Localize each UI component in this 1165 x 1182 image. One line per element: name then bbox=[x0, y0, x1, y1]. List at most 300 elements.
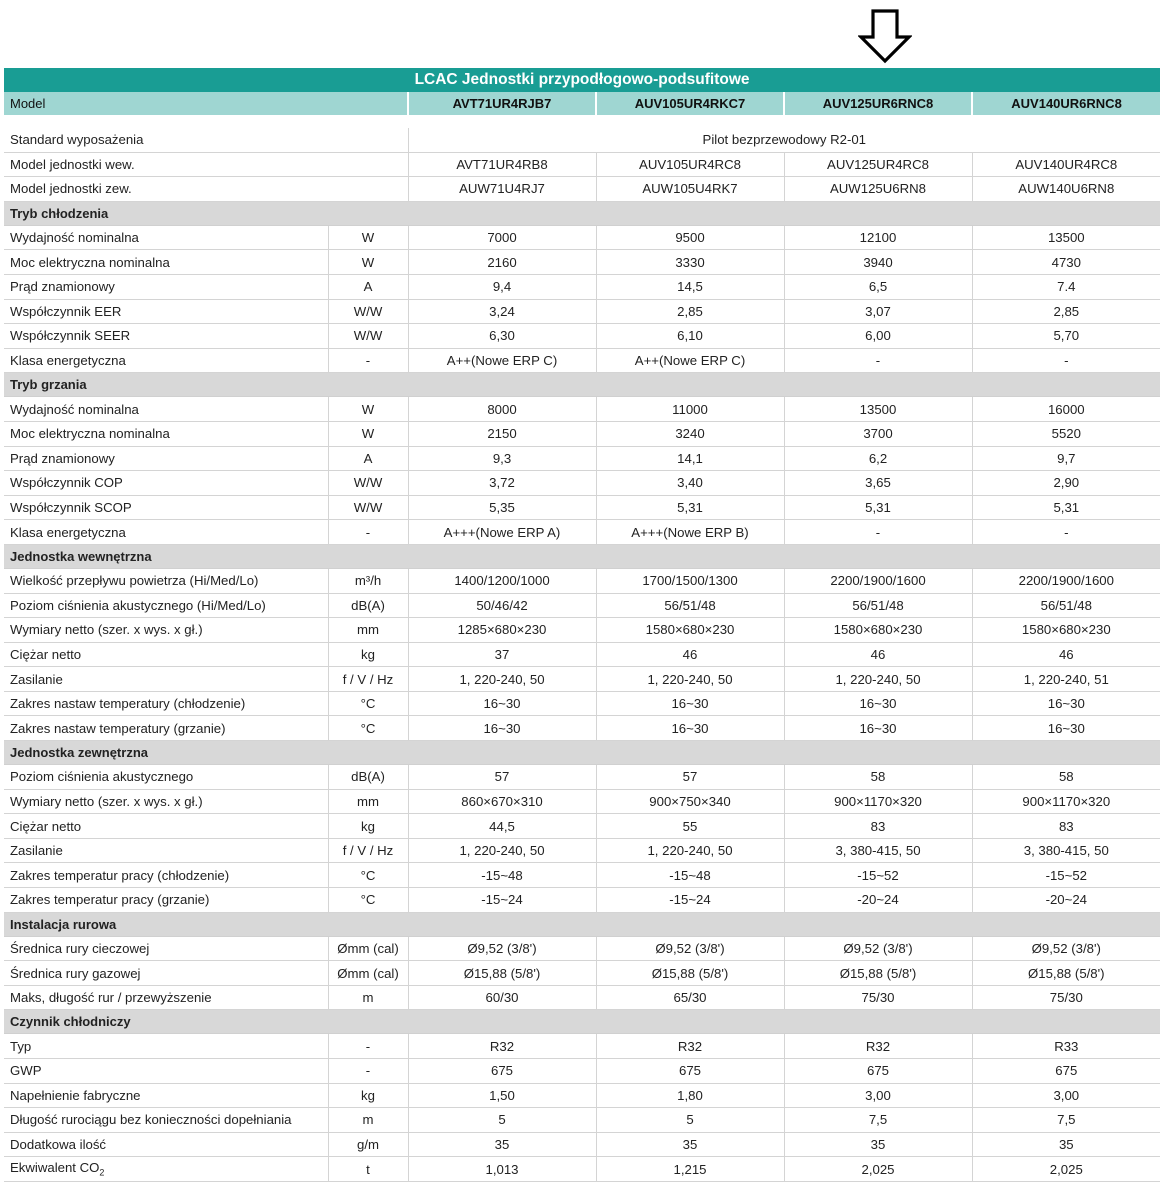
table-row bbox=[4, 593, 1160, 618]
row-label-text: Wymiary netto (szer. x wys. x gł.) bbox=[10, 793, 203, 809]
row-value: Ø15,88 (5/8') bbox=[408, 961, 596, 986]
row-value: R32 bbox=[408, 1034, 596, 1059]
row-value: 6,10 bbox=[596, 324, 784, 349]
row-label-text: Wydajność nominalna bbox=[10, 401, 139, 417]
row-value: 3940 bbox=[784, 250, 972, 275]
row-value: 2,85 bbox=[596, 299, 784, 324]
row-value: 56/51/48 bbox=[596, 593, 784, 618]
row-unit: W bbox=[328, 421, 408, 446]
row-value: 1, 220-240, 50 bbox=[784, 667, 972, 692]
spacer-row bbox=[4, 115, 1160, 128]
row-label bbox=[4, 397, 328, 422]
row-value: 1700/1500/1300 bbox=[596, 568, 784, 593]
row-label bbox=[4, 691, 328, 716]
row-value: -15~24 bbox=[408, 888, 596, 913]
row-value: 1, 220-240, 50 bbox=[596, 838, 784, 863]
section-header-row bbox=[4, 544, 1160, 568]
row-label-text: Maks, długość rur / przewyższenie bbox=[10, 990, 212, 1006]
table-row bbox=[4, 495, 1160, 520]
table-row bbox=[4, 838, 1160, 863]
row-label: Model jednostki wew. bbox=[4, 152, 408, 177]
row-label-text: Napełnienie fabryczne bbox=[10, 1087, 141, 1103]
section-title: Tryb grzania bbox=[4, 373, 1160, 397]
row-value: 58 bbox=[972, 765, 1160, 790]
row-value: 1580×680×230 bbox=[784, 618, 972, 643]
row-label-text: GWP bbox=[10, 1063, 42, 1079]
row-unit: °C bbox=[328, 888, 408, 913]
row-value: 900×750×340 bbox=[596, 789, 784, 814]
row-label bbox=[4, 838, 328, 863]
table-row bbox=[4, 814, 1160, 839]
row-label-text: Wymiary netto (szer. x wys. x gł.) bbox=[10, 622, 203, 638]
row-unit: Ømm (cal) bbox=[328, 961, 408, 986]
row-value: 14,1 bbox=[596, 446, 784, 471]
table-row bbox=[4, 1108, 1160, 1133]
row-value: Ø9,52 (3/8') bbox=[408, 936, 596, 961]
row-value: 1285×680×230 bbox=[408, 618, 596, 643]
table-row bbox=[4, 1034, 1160, 1059]
row-value: Ø9,52 (3/8') bbox=[784, 936, 972, 961]
row-value: 2150 bbox=[408, 421, 596, 446]
row-label bbox=[4, 765, 328, 790]
row-value: AUV140UR4RC8 bbox=[972, 152, 1160, 177]
row-label-text: Ekwiwalent CO bbox=[10, 1160, 100, 1176]
row-unit: W bbox=[328, 397, 408, 422]
row-value: 2200/1900/1600 bbox=[972, 568, 1160, 593]
row-value: 60/30 bbox=[408, 985, 596, 1010]
table-row bbox=[4, 225, 1160, 250]
row-label bbox=[4, 888, 328, 913]
row-value: 9,3 bbox=[408, 446, 596, 471]
row-value: -15~52 bbox=[784, 863, 972, 888]
row-label-text: Klasa energetyczna bbox=[10, 353, 126, 369]
row-value: R32 bbox=[596, 1034, 784, 1059]
table-row bbox=[4, 152, 1160, 177]
row-label-text: Współczynnik SCOP bbox=[10, 500, 132, 516]
row-value: 3,65 bbox=[784, 471, 972, 496]
row-label-text: Średnica rury gazowej bbox=[10, 965, 141, 981]
section-header-row bbox=[4, 201, 1160, 225]
row-label-text: Typ bbox=[10, 1038, 32, 1054]
row-value: 13500 bbox=[972, 225, 1160, 250]
row-unit: W/W bbox=[328, 495, 408, 520]
table-title: LCAC Jednostki przypodłogowo-podsufitowe bbox=[4, 68, 1160, 92]
row-value: 37 bbox=[408, 642, 596, 667]
row-value: Ø15,88 (5/8') bbox=[596, 961, 784, 986]
row-value: 16000 bbox=[972, 397, 1160, 422]
row-unit: m³/h bbox=[328, 568, 408, 593]
row-value: 5,31 bbox=[972, 495, 1160, 520]
row-unit: mm bbox=[328, 618, 408, 643]
row-value: 9,7 bbox=[972, 446, 1160, 471]
row-label-text: Długość rurociągu bez konieczności dopełniania bbox=[10, 1112, 292, 1128]
table-row bbox=[4, 691, 1160, 716]
row-label-text: Wielkość przepływu powietrza (Hi/Med/Lo) bbox=[10, 573, 259, 589]
row-label bbox=[4, 225, 328, 250]
row-label bbox=[4, 299, 328, 324]
row-label-text: Zakres nastaw temperatury (chłodzenie) bbox=[10, 696, 246, 712]
row-value: 3, 380-415, 50 bbox=[784, 838, 972, 863]
row-value: 83 bbox=[784, 814, 972, 839]
row-value: 5520 bbox=[972, 421, 1160, 446]
row-label bbox=[4, 348, 328, 373]
row-label bbox=[4, 446, 328, 471]
table-row bbox=[4, 1059, 1160, 1084]
row-value: 1, 220-240, 50 bbox=[408, 667, 596, 692]
row-value: 56/51/48 bbox=[784, 593, 972, 618]
table-row bbox=[4, 936, 1160, 961]
row-value: 1, 220-240, 51 bbox=[972, 667, 1160, 692]
row-value: A+++(Nowe ERP B) bbox=[596, 520, 784, 545]
table-row bbox=[4, 324, 1160, 349]
row-value: 860×670×310 bbox=[408, 789, 596, 814]
table-row bbox=[4, 299, 1160, 324]
model-header-cell: AUV125UR6RNC8 bbox=[784, 92, 972, 115]
row-value: 1,80 bbox=[596, 1083, 784, 1108]
row-value: 35 bbox=[596, 1132, 784, 1157]
row-value: 5,31 bbox=[596, 495, 784, 520]
row-value: 3,72 bbox=[408, 471, 596, 496]
row-value: 2200/1900/1600 bbox=[784, 568, 972, 593]
row-unit: kg bbox=[328, 642, 408, 667]
row-label-text: Ciężar netto bbox=[10, 818, 82, 834]
table-row bbox=[4, 250, 1160, 275]
row-label-text: Moc elektryczna nominalna bbox=[10, 254, 170, 270]
row-value: 6,2 bbox=[784, 446, 972, 471]
row-unit: - bbox=[328, 348, 408, 373]
row-value: 50/46/42 bbox=[408, 593, 596, 618]
row-value: 675 bbox=[784, 1059, 972, 1084]
row-label-text: Ciężar netto bbox=[10, 646, 82, 662]
row-unit: W/W bbox=[328, 299, 408, 324]
row-value: -20~24 bbox=[972, 888, 1160, 913]
row-label bbox=[4, 568, 328, 593]
row-value: AUV105UR4RC8 bbox=[596, 152, 784, 177]
row-label bbox=[4, 642, 328, 667]
row-unit: W bbox=[328, 225, 408, 250]
model-header-cell: AVT71UR4RJB7 bbox=[408, 92, 596, 115]
row-value: 58 bbox=[784, 765, 972, 790]
row-label-text: Poziom ciśnienia akustycznego (Hi/Med/Lo) bbox=[10, 597, 266, 613]
row-value: AUW71U4RJ7 bbox=[408, 177, 596, 202]
table-row bbox=[4, 520, 1160, 545]
row-value: 12100 bbox=[784, 225, 972, 250]
section-title: Jednostka wewnętrzna bbox=[4, 544, 1160, 568]
row-value: 56/51/48 bbox=[972, 593, 1160, 618]
row-value: 16~30 bbox=[408, 716, 596, 741]
row-value: - bbox=[972, 520, 1160, 545]
row-value: A++(Nowe ERP C) bbox=[408, 348, 596, 373]
row-value: AVT71UR4RB8 bbox=[408, 152, 596, 177]
spec-table bbox=[4, 68, 1160, 1182]
table-row bbox=[4, 765, 1160, 790]
row-value: -15~48 bbox=[408, 863, 596, 888]
model-header-cell: AUV140UR6RNC8 bbox=[972, 92, 1160, 115]
table-row bbox=[4, 568, 1160, 593]
row-label bbox=[4, 1108, 328, 1133]
row-value: 2,025 bbox=[784, 1157, 972, 1182]
row-value: 1400/1200/1000 bbox=[408, 568, 596, 593]
row-value: 1,215 bbox=[596, 1157, 784, 1182]
row-value: A+++(Nowe ERP A) bbox=[408, 520, 596, 545]
row-label bbox=[4, 618, 328, 643]
row-value: Ø15,88 (5/8') bbox=[784, 961, 972, 986]
row-unit: m bbox=[328, 985, 408, 1010]
row-value: 7000 bbox=[408, 225, 596, 250]
row-value: 3, 380-415, 50 bbox=[972, 838, 1160, 863]
row-unit: A bbox=[328, 446, 408, 471]
row-label: Standard wyposażenia bbox=[4, 128, 408, 152]
row-value: 7.4 bbox=[972, 274, 1160, 299]
row-label bbox=[4, 814, 328, 839]
row-label bbox=[4, 274, 328, 299]
row-value: 6,30 bbox=[408, 324, 596, 349]
row-unit: W/W bbox=[328, 324, 408, 349]
row-value: R32 bbox=[784, 1034, 972, 1059]
row-value: 6,5 bbox=[784, 274, 972, 299]
table-row bbox=[4, 397, 1160, 422]
row-value: 75/30 bbox=[972, 985, 1160, 1010]
row-unit: g/m bbox=[328, 1132, 408, 1157]
row-label bbox=[4, 421, 328, 446]
row-value: 46 bbox=[784, 642, 972, 667]
row-value: 3240 bbox=[596, 421, 784, 446]
row-value: 5,70 bbox=[972, 324, 1160, 349]
row-value: 16~30 bbox=[596, 691, 784, 716]
table-row bbox=[4, 1132, 1160, 1157]
row-value: 3330 bbox=[596, 250, 784, 275]
row-value: AUW105U4RK7 bbox=[596, 177, 784, 202]
row-value: 5,31 bbox=[784, 495, 972, 520]
row-value: Pilot bezprzewodowy R2-01 bbox=[408, 128, 1160, 152]
row-unit: dB(A) bbox=[328, 765, 408, 790]
row-value: 1, 220-240, 50 bbox=[408, 838, 596, 863]
row-label-text: Poziom ciśnienia akustycznego bbox=[10, 769, 194, 785]
row-label bbox=[4, 593, 328, 618]
row-value: 5 bbox=[596, 1108, 784, 1133]
row-unit: kg bbox=[328, 1083, 408, 1108]
table-row bbox=[4, 716, 1160, 741]
row-value: - bbox=[784, 520, 972, 545]
row-value: 9,4 bbox=[408, 274, 596, 299]
row-label-text: Prąd znamionowy bbox=[10, 450, 115, 466]
table-row bbox=[4, 985, 1160, 1010]
row-label bbox=[4, 520, 328, 545]
row-value: 16~30 bbox=[972, 716, 1160, 741]
section-header-row bbox=[4, 1010, 1160, 1034]
row-value: A++(Nowe ERP C) bbox=[596, 348, 784, 373]
row-value: 3,00 bbox=[972, 1083, 1160, 1108]
row-value: 3700 bbox=[784, 421, 972, 446]
row-value: 1, 220-240, 50 bbox=[596, 667, 784, 692]
row-label bbox=[4, 495, 328, 520]
row-label bbox=[4, 1157, 328, 1182]
row-value: 57 bbox=[596, 765, 784, 790]
row-value: 16~30 bbox=[972, 691, 1160, 716]
row-label bbox=[4, 716, 328, 741]
row-value: 16~30 bbox=[784, 691, 972, 716]
row-value: 57 bbox=[408, 765, 596, 790]
row-value: 7,5 bbox=[972, 1108, 1160, 1133]
row-unit: W bbox=[328, 250, 408, 275]
table-row bbox=[4, 128, 1160, 152]
row-unit: t bbox=[328, 1157, 408, 1182]
row-label bbox=[4, 1059, 328, 1084]
row-unit: °C bbox=[328, 716, 408, 741]
table-row bbox=[4, 961, 1160, 986]
row-value: 35 bbox=[408, 1132, 596, 1157]
row-value: 55 bbox=[596, 814, 784, 839]
row-label bbox=[4, 324, 328, 349]
row-label-text: Zakres temperatur pracy (grzanie) bbox=[10, 892, 210, 908]
row-value: 35 bbox=[972, 1132, 1160, 1157]
row-value: 16~30 bbox=[408, 691, 596, 716]
row-unit: m bbox=[328, 1108, 408, 1133]
row-label bbox=[4, 250, 328, 275]
row-label-text: Moc elektryczna nominalna bbox=[10, 426, 170, 442]
row-value: 3,00 bbox=[784, 1083, 972, 1108]
row-unit: - bbox=[328, 1034, 408, 1059]
table-row bbox=[4, 888, 1160, 913]
row-value: 13500 bbox=[784, 397, 972, 422]
row-label bbox=[4, 1034, 328, 1059]
row-value: Ø15,88 (5/8') bbox=[972, 961, 1160, 986]
row-value: 5,35 bbox=[408, 495, 596, 520]
row-value: -15~48 bbox=[596, 863, 784, 888]
row-label-text: Zasilanie bbox=[10, 843, 63, 859]
row-value: 44,5 bbox=[408, 814, 596, 839]
row-value: -20~24 bbox=[784, 888, 972, 913]
row-value: -15~24 bbox=[596, 888, 784, 913]
row-value: 3,40 bbox=[596, 471, 784, 496]
row-label bbox=[4, 961, 328, 986]
row-value: 11000 bbox=[596, 397, 784, 422]
table-row bbox=[4, 471, 1160, 496]
section-title: Czynnik chłodniczy bbox=[4, 1010, 1160, 1034]
table-row bbox=[4, 421, 1160, 446]
row-value: 1,013 bbox=[408, 1157, 596, 1182]
model-header-row bbox=[4, 92, 1160, 115]
row-unit: A bbox=[328, 274, 408, 299]
section-title: Tryb chłodzenia bbox=[4, 201, 1160, 225]
row-value: 2,90 bbox=[972, 471, 1160, 496]
row-unit: mm bbox=[328, 789, 408, 814]
row-label bbox=[4, 1132, 328, 1157]
row-value: AUW125U6RN8 bbox=[784, 177, 972, 202]
row-label: Model jednostki zew. bbox=[4, 177, 408, 202]
table-row bbox=[4, 446, 1160, 471]
row-value: 14,5 bbox=[596, 274, 784, 299]
row-label-text: Prąd znamionowy bbox=[10, 279, 115, 295]
table-row bbox=[4, 642, 1160, 667]
row-value: - bbox=[972, 348, 1160, 373]
section-header-row bbox=[4, 912, 1160, 936]
table-row bbox=[4, 274, 1160, 299]
row-value: 65/30 bbox=[596, 985, 784, 1010]
row-label bbox=[4, 985, 328, 1010]
row-value: 16~30 bbox=[784, 716, 972, 741]
row-value: 1,50 bbox=[408, 1083, 596, 1108]
row-value: 3,07 bbox=[784, 299, 972, 324]
row-label-text: Średnica rury cieczowej bbox=[10, 940, 150, 956]
row-label-text: Zakres temperatur pracy (chłodzenie) bbox=[10, 867, 230, 883]
row-label-text: Dodatkowa ilość bbox=[10, 1137, 107, 1153]
row-value: 46 bbox=[972, 642, 1160, 667]
row-label-text: Klasa energetyczna bbox=[10, 524, 126, 540]
row-unit: W/W bbox=[328, 471, 408, 496]
row-label-text: Zasilanie bbox=[10, 671, 63, 687]
row-value: 5 bbox=[408, 1108, 596, 1133]
row-label-text: Współczynnik SEER bbox=[10, 328, 131, 344]
row-value: 4730 bbox=[972, 250, 1160, 275]
row-label bbox=[4, 471, 328, 496]
table-row bbox=[4, 863, 1160, 888]
row-value: AUV125UR4RC8 bbox=[784, 152, 972, 177]
table-row bbox=[4, 1083, 1160, 1108]
section-header-row bbox=[4, 741, 1160, 765]
row-value: 8000 bbox=[408, 397, 596, 422]
row-value: 1580×680×230 bbox=[972, 618, 1160, 643]
table-row bbox=[4, 348, 1160, 373]
row-unit: - bbox=[328, 520, 408, 545]
row-value: 2,025 bbox=[972, 1157, 1160, 1182]
row-label bbox=[4, 1083, 328, 1108]
row-label bbox=[4, 863, 328, 888]
model-header-label: Model bbox=[4, 92, 408, 115]
row-label-text: Współczynnik COP bbox=[10, 475, 123, 491]
row-value: 675 bbox=[408, 1059, 596, 1084]
row-value: Ø9,52 (3/8') bbox=[972, 936, 1160, 961]
table-row bbox=[4, 1157, 1160, 1182]
row-unit: °C bbox=[328, 863, 408, 888]
row-label-text: Wydajność nominalna bbox=[10, 230, 139, 246]
row-label bbox=[4, 936, 328, 961]
down-arrow-icon bbox=[858, 8, 912, 64]
row-unit: - bbox=[328, 1059, 408, 1084]
row-unit: f / V / Hz bbox=[328, 667, 408, 692]
row-value: R33 bbox=[972, 1034, 1160, 1059]
row-unit: f / V / Hz bbox=[328, 838, 408, 863]
row-label bbox=[4, 789, 328, 814]
row-value: 16~30 bbox=[596, 716, 784, 741]
table-row bbox=[4, 667, 1160, 692]
row-value: 3,24 bbox=[408, 299, 596, 324]
section-header-row bbox=[4, 373, 1160, 397]
row-value: 2160 bbox=[408, 250, 596, 275]
table-row bbox=[4, 618, 1160, 643]
row-value: -15~52 bbox=[972, 863, 1160, 888]
table-title-row bbox=[4, 68, 1160, 92]
model-header-cell: AUV105UR4RKC7 bbox=[596, 92, 784, 115]
row-value: 675 bbox=[596, 1059, 784, 1084]
section-title: Jednostka zewnętrzna bbox=[4, 741, 1160, 765]
row-label-text: Zakres nastaw temperatury (grzanie) bbox=[10, 720, 226, 736]
row-unit: dB(A) bbox=[328, 593, 408, 618]
row-value: 7,5 bbox=[784, 1108, 972, 1133]
row-unit: °C bbox=[328, 691, 408, 716]
table-row bbox=[4, 789, 1160, 814]
row-value: 35 bbox=[784, 1132, 972, 1157]
row-value: AUW140U6RN8 bbox=[972, 177, 1160, 202]
row-value: 2,85 bbox=[972, 299, 1160, 324]
row-value: 675 bbox=[972, 1059, 1160, 1084]
row-unit: Ømm (cal) bbox=[328, 936, 408, 961]
row-unit: kg bbox=[328, 814, 408, 839]
row-value: 9500 bbox=[596, 225, 784, 250]
row-value: - bbox=[784, 348, 972, 373]
table-row bbox=[4, 177, 1160, 202]
section-title: Instalacja rurowa bbox=[4, 912, 1160, 936]
